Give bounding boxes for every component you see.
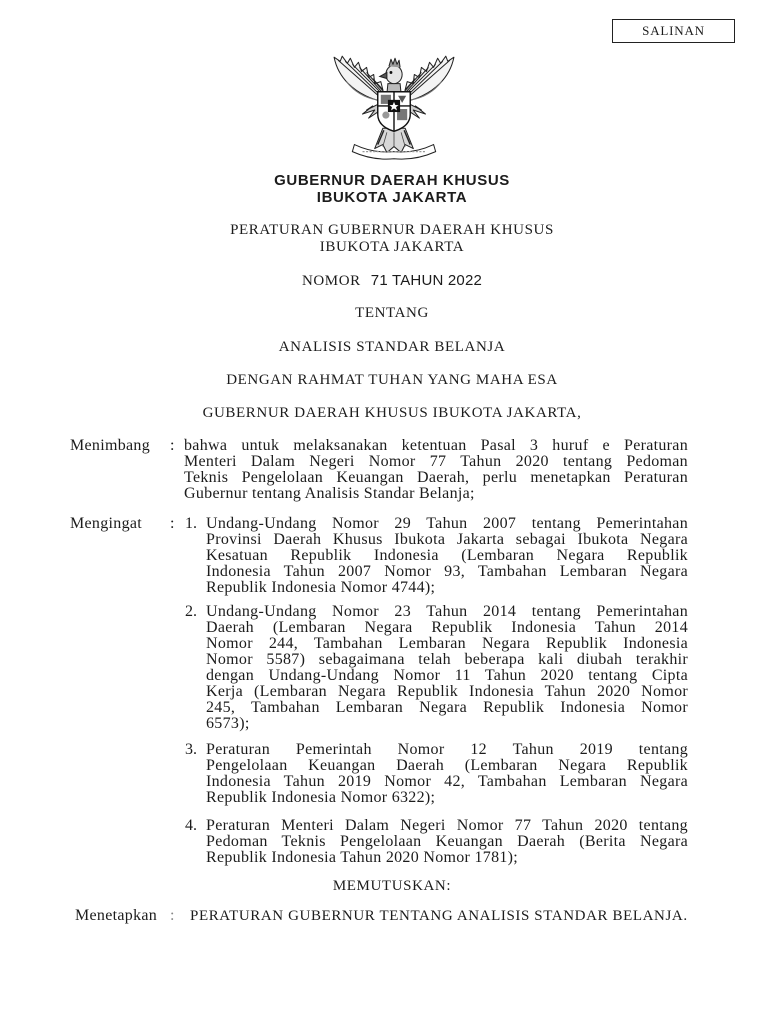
observing-item-3 bbox=[206, 742, 688, 806]
regulation-title-line2: IBUKOTA JAKARTA bbox=[319, 239, 465, 255]
observing-item-line: Peraturan Menteri Dalam Negeri Nomor 77 Tahun 2020 tentang bbox=[206, 818, 688, 834]
observing-item-line: Undang-Undang Nomor 29 Tahun 2007 tentang Pemerintahan bbox=[206, 516, 688, 532]
observing-item-line: Kerja (Lembaran Negara Republik Indonesia Tahun 2020 Nomor bbox=[206, 684, 688, 700]
observing-item-2 bbox=[206, 604, 688, 732]
observing-item-number: 3. bbox=[185, 741, 197, 758]
observing-item-line: Provinsi Daerah Khusus Ibukota Jakarta sebagai Ibukota Negara bbox=[206, 532, 688, 548]
considering-label: Menimbang bbox=[70, 437, 151, 454]
considering-line: Teknis Pengelolaan Keuangan Daerah, perlu menetapkan Peraturan bbox=[184, 470, 688, 486]
decision-text: PERATURAN GUBERNUR TENTANG ANALISIS STANDAR BELANJA. bbox=[190, 908, 688, 924]
observing-item-line: Kesatuan Republik Indonesia (Lembaran Negara Republik bbox=[206, 548, 688, 564]
issuer-title-line1: GUBERNUR DAERAH KHUSUS bbox=[274, 172, 510, 189]
observing-item-4 bbox=[206, 818, 688, 866]
observing-item-line: Indonesia Tahun 2007 Nomor 93, Tambahan Lembaran Negara bbox=[206, 564, 688, 580]
regulation-title-line1: PERATURAN GUBERNUR DAERAH KHUSUS bbox=[230, 222, 554, 238]
decision-heading: MEMUTUSKAN: bbox=[332, 878, 452, 894]
copy-stamp bbox=[612, 19, 735, 43]
observing-item-line: 245, Tambahan Lembaran Negara Republik Indonesia Nomor bbox=[206, 700, 688, 716]
regulation-about: TENTANG bbox=[355, 305, 429, 321]
observing-item-number: 1. bbox=[185, 515, 197, 532]
considering-line: Gubernur tentang Analisis Standar Belanja; bbox=[184, 486, 475, 502]
regulation-number-value: 71 TAHUN 2022 bbox=[370, 272, 483, 289]
observing-item-line: Republik Indonesia Nomor 4744); bbox=[206, 580, 436, 596]
observing-item-number: 2. bbox=[185, 603, 197, 620]
garuda-emblem-icon bbox=[328, 53, 460, 165]
observing-item-1 bbox=[206, 516, 688, 596]
observing-item-line: Nomor 244, Tambahan Lembaran Negara Republik Indonesia bbox=[206, 636, 688, 652]
observing-item-line: Peraturan Pemerintah Nomor 12 Tahun 2019 tentang bbox=[206, 742, 688, 758]
decision-separator: : bbox=[170, 907, 175, 924]
observing-item-line: 6573); bbox=[206, 716, 250, 732]
observing-item-line: dengan Undang-Undang Nomor 11 Tahun 2020 tentang Cipta bbox=[206, 668, 688, 684]
observing-item-line: Undang-Undang Nomor 23 Tahun 2014 tentang Pemerintahan bbox=[206, 604, 688, 620]
observing-item-line: Nomor 5587) sebagaimana telah beberapa kali diubah terakhir bbox=[206, 652, 688, 668]
regulation-number-label: NOMOR bbox=[301, 273, 361, 289]
considering-line: bahwa untuk melaksanakan ketentuan Pasal 3 huruf e Peraturan bbox=[184, 438, 688, 454]
regulation-number bbox=[142, 272, 642, 290]
observing-item-number: 4. bbox=[185, 817, 197, 834]
observing-item-line: Indonesia Tahun 2019 Nomor 42, Tambahan Lembaran Negara bbox=[206, 774, 688, 790]
observing-item-line: Pedoman Teknis Pengelolaan Keuangan Daerah (Berita Negara bbox=[206, 834, 688, 850]
copy-stamp-label: SALINAN bbox=[642, 23, 705, 38]
observing-label: Mengingat bbox=[70, 515, 143, 532]
observing-item-line: Republik Indonesia Nomor 6322); bbox=[206, 790, 436, 806]
issuer-title-line2: IBUKOTA JAKARTA bbox=[316, 189, 468, 206]
observing-item-line: Pengelolaan Keuangan Daerah (Lembaran Negara Republik bbox=[206, 758, 688, 774]
preamble-authority: GUBERNUR DAERAH KHUSUS IBUKOTA JAKARTA, bbox=[202, 405, 582, 421]
observing-separator: : bbox=[170, 515, 175, 532]
decision-label: Menetapkan bbox=[75, 907, 158, 924]
observing-item-line: Republik Indonesia Tahun 2020 Nomor 1781); bbox=[206, 850, 519, 866]
preamble-invocation: DENGAN RAHMAT TUHAN YANG MAHA ESA bbox=[226, 372, 558, 388]
considering-line: Menteri Dalam Negeri Nomor 77 Tahun 2020 tentang Pedoman bbox=[184, 454, 688, 470]
regulation-subject: ANALISIS STANDAR BELANJA bbox=[278, 339, 506, 355]
observing-item-line: Daerah (Lembaran Negara Republik Indonesia Tahun 2014 bbox=[206, 620, 688, 636]
considering-text bbox=[184, 438, 688, 502]
considering-separator: : bbox=[170, 437, 175, 454]
